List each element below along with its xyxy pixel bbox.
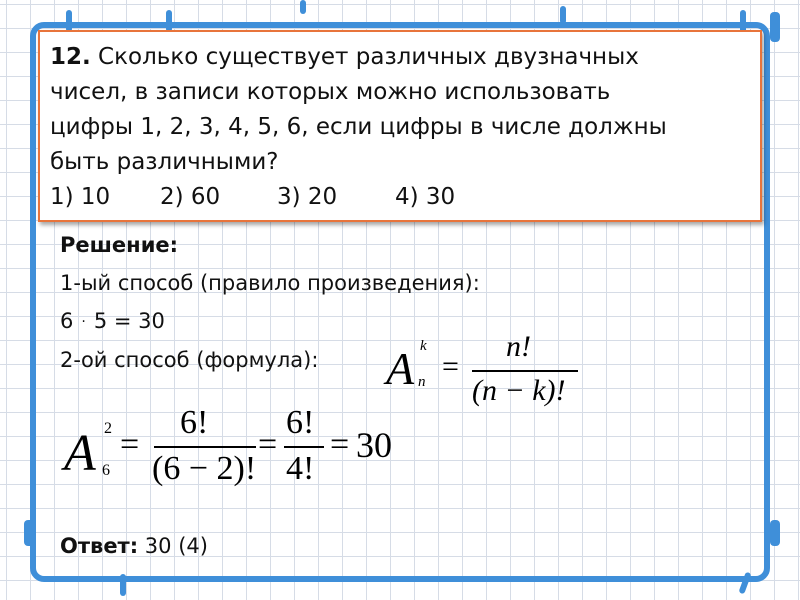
product-right: 5 = 30 — [93, 309, 165, 333]
option-3: 3) 20 — [277, 184, 338, 210]
method-1-title: 1-ый способ (правило произведения): — [60, 271, 480, 295]
corner-tab — [770, 520, 780, 546]
question-text: Сколько существует различных двузначных — [90, 44, 639, 70]
binding-tick — [120, 574, 126, 596]
question-line: цифры 1, 2, 3, 4, 5, 6, если цифры в числе должны — [50, 114, 667, 140]
question-line: быть различными? — [50, 149, 279, 175]
binding-tick — [166, 10, 172, 32]
formula-subscript: n — [418, 374, 426, 390]
formula-letter: A — [386, 343, 415, 394]
answer-line — [60, 534, 208, 558]
product-left: 6 — [60, 309, 74, 333]
corner-tab — [24, 520, 34, 546]
formula-equals: = — [120, 426, 140, 463]
formula-equals: = — [442, 350, 459, 383]
multiply-dot: · — [81, 314, 86, 330]
fraction-bar — [284, 446, 324, 448]
formula-equals: = — [258, 426, 278, 463]
method-2-title: 2-ой способ (формула): — [60, 348, 319, 372]
answer-value: 30 (4) — [138, 534, 208, 558]
option-4: 4) 30 — [395, 184, 456, 210]
formula-letter: A — [64, 425, 96, 482]
formula-denominator: (6 − 2)! — [152, 450, 257, 487]
formula-denominator: 4! — [286, 450, 315, 487]
formula-numerator: 6! — [180, 404, 209, 441]
formula-result: 30 — [356, 425, 392, 465]
formula-denominator: (n − k)! — [472, 374, 566, 407]
corner-tab — [770, 12, 780, 42]
question-box — [38, 30, 762, 222]
formula-numerator: n! — [506, 330, 531, 363]
solution-heading: Решение: — [60, 233, 179, 257]
question-line — [50, 40, 750, 75]
fraction-bar — [472, 370, 578, 372]
formula-superscript: k — [420, 338, 427, 354]
binding-tick — [66, 10, 72, 32]
answer-options — [50, 180, 750, 215]
binding-tick — [560, 6, 566, 24]
answer-label: Ответ: — [60, 534, 139, 558]
formula-specific — [64, 402, 424, 502]
binding-tick — [300, 0, 306, 14]
fraction-bar — [154, 446, 256, 448]
question-line: чисел, в записи которых можно использовать — [50, 79, 611, 105]
option-2: 2) 60 — [160, 184, 221, 210]
question-number: 12. — [50, 44, 91, 70]
formula-equals: = — [330, 426, 350, 463]
formula-numerator: 6! — [286, 404, 315, 441]
formula-superscript: 2 — [104, 420, 112, 437]
option-1: 1) 10 — [50, 184, 111, 210]
formula-subscript: 6 — [102, 462, 110, 479]
